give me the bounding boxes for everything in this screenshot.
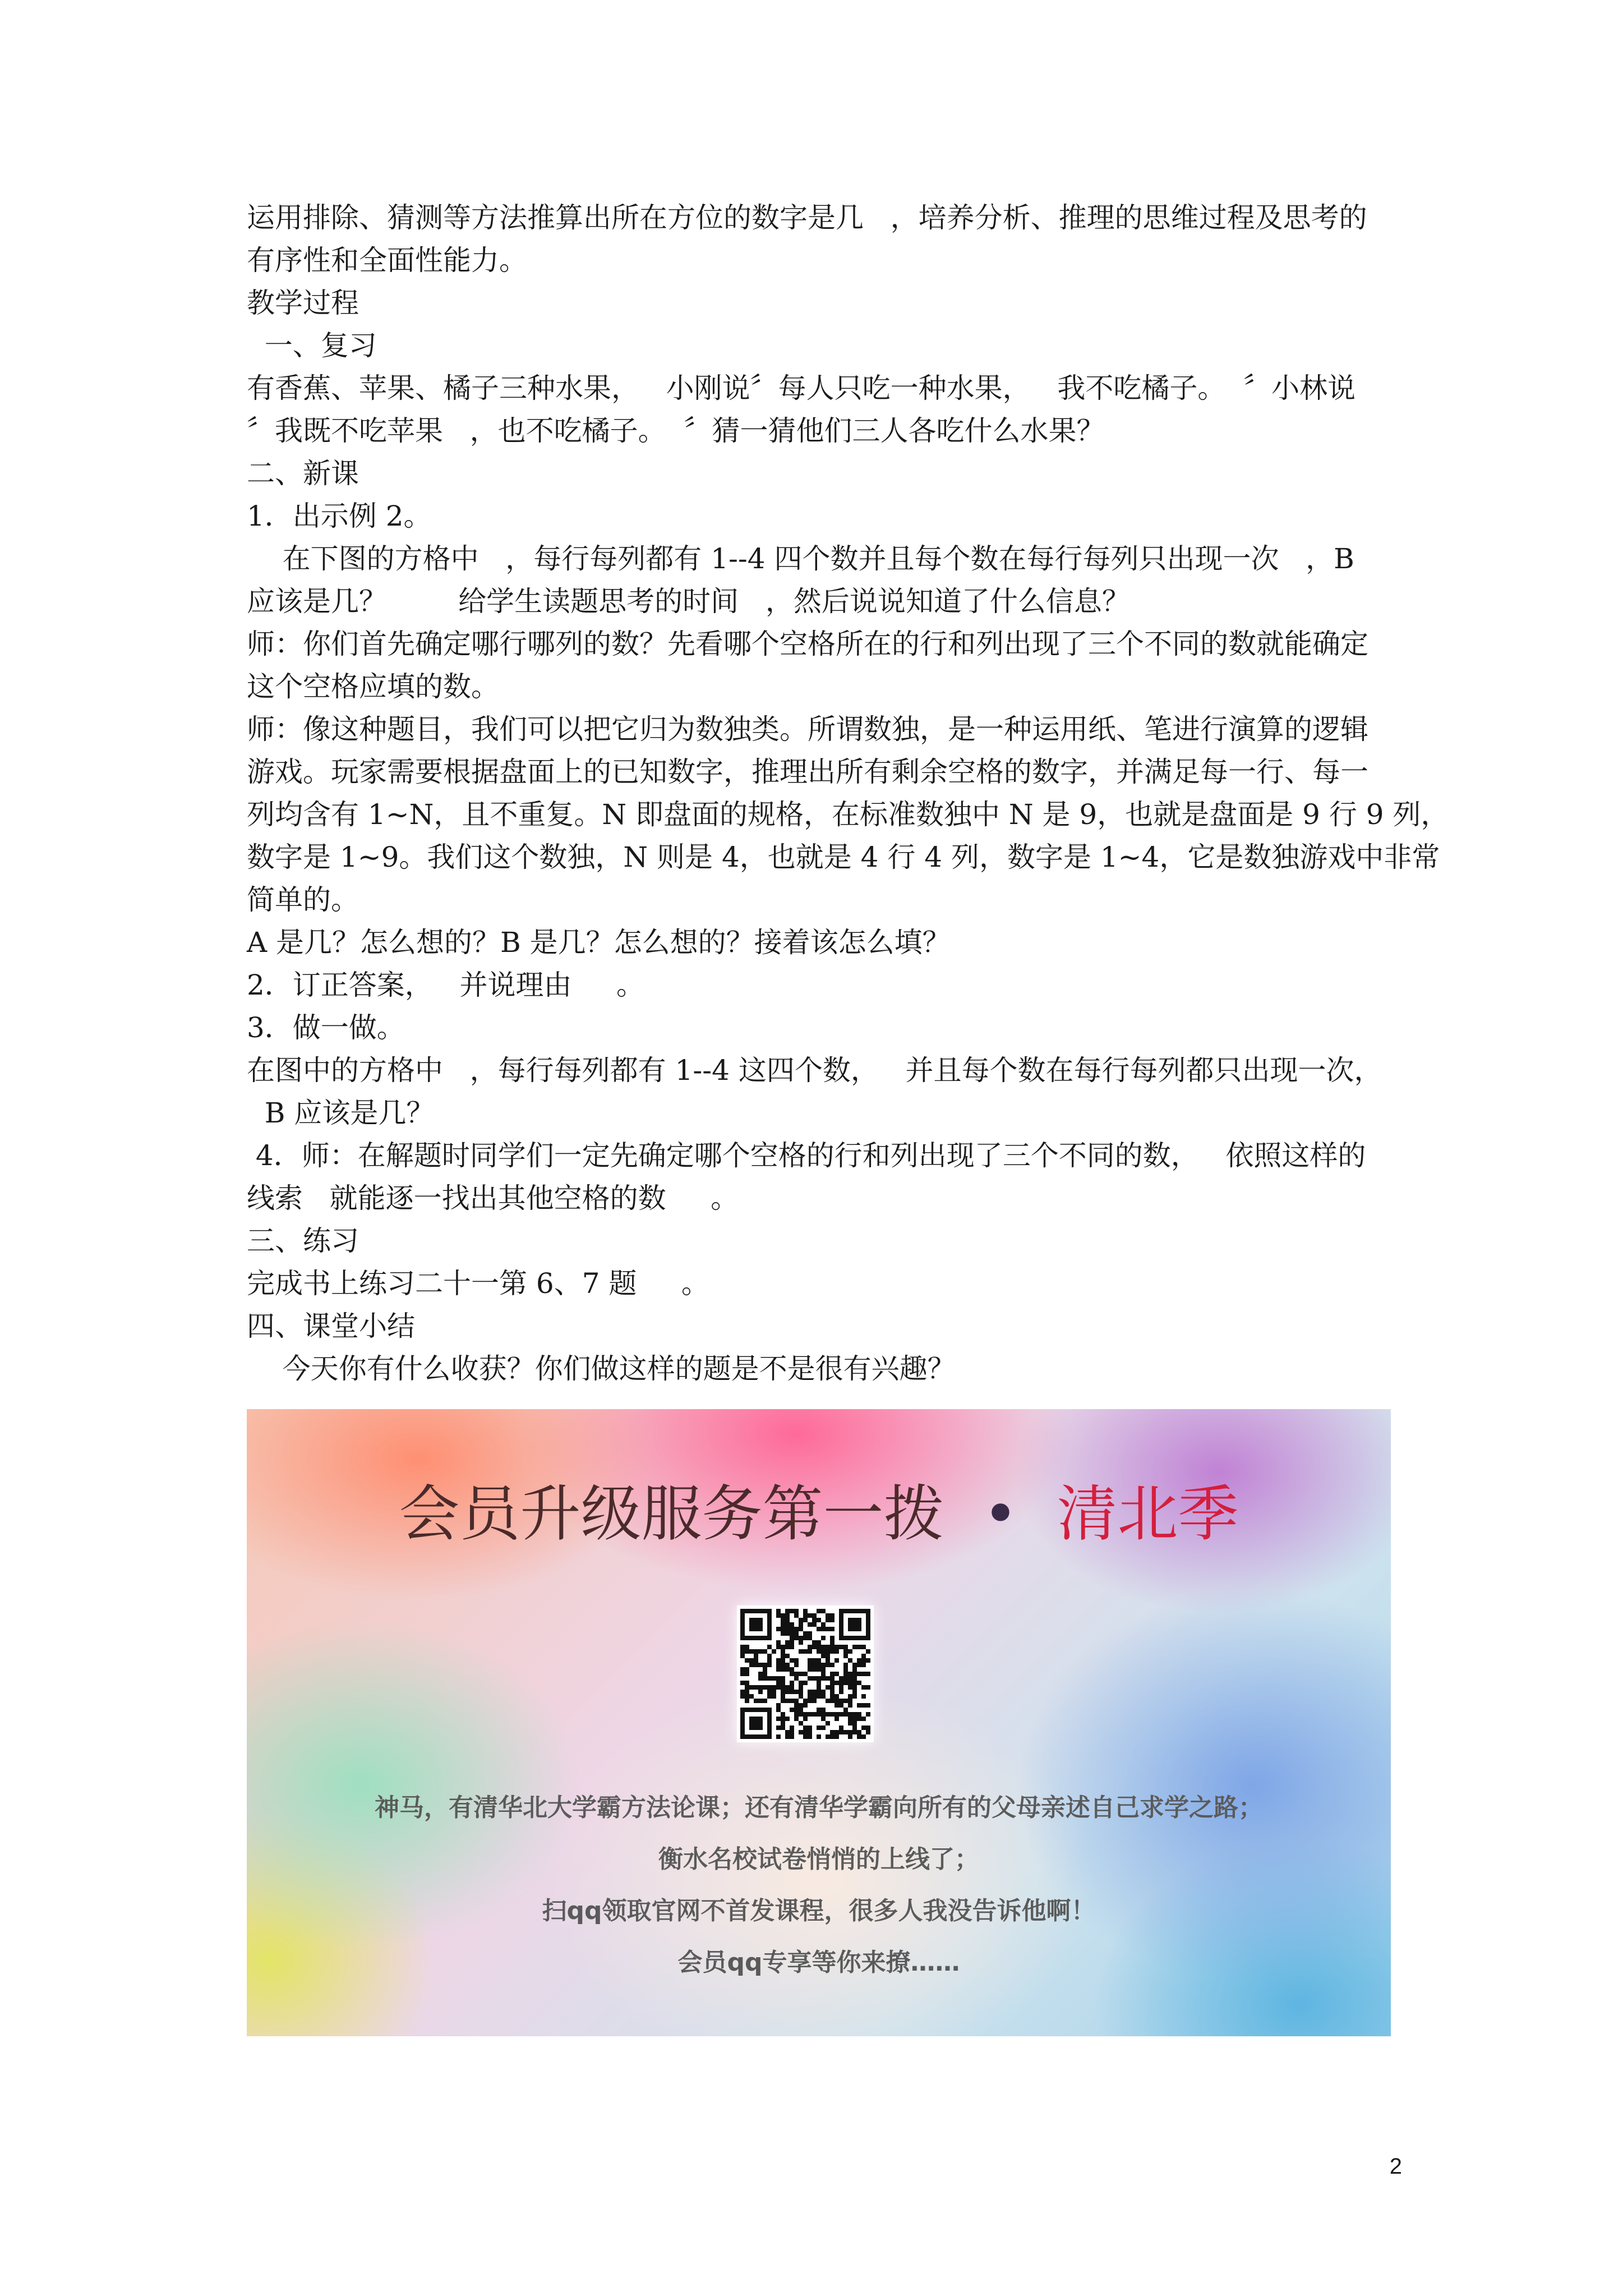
text-line: 今天你有什么收获？你们做这样的题是不是很有兴趣？ bbox=[247, 1352, 956, 1385]
text-line: 师：像这种题目，我们可以把它归为数独类。所谓数独，是一种运用纸、笔进行演算的逻辑 bbox=[247, 713, 1368, 746]
qr-code-icon[interactable] bbox=[737, 1605, 874, 1742]
text-line: 一、复习 bbox=[247, 329, 377, 362]
page-number: 2 bbox=[1389, 2154, 1402, 2179]
text-line: 在图中的方格中 ，每行每列都有 1--4 这四个数， 并且每个数在每行每列都只出现一次， bbox=[247, 1054, 1382, 1087]
text-line: 有香蕉、苹果、橘子三种水果， 小刚说〞每人只吃一种水果， 我不吃橘子。 〞小林说 bbox=[247, 372, 1356, 404]
lesson-body-text bbox=[247, 196, 1449, 1390]
text-line: A 是几？怎么想的？B 是几？怎么想的？接着该怎么填？ bbox=[247, 926, 951, 959]
promo-line: 扫qq领取官网不首发课程，很多人我没告诉他啊！ bbox=[542, 1897, 1096, 1925]
text-line: 线索 就能逐一找出其他空格的数 。 bbox=[247, 1182, 739, 1214]
text-line: 应该是几？ 给学生读题思考的时间 ，然后说说知道了什么信息？ bbox=[247, 585, 1130, 618]
text-line: 2．订正答案， 并说理由 。 bbox=[247, 969, 644, 1001]
text-line: 简单的。 bbox=[247, 884, 359, 916]
text-line: 3．做一做。 bbox=[247, 1011, 405, 1044]
text-line: 游戏。玩家需要根据盘面上的已知数字，推理出所有剩余空格的数字，并满足每一行、每一 bbox=[247, 756, 1368, 788]
text-line: 在下图的方格中 ，每行每列都有 1--4 四个数并且每个数在每行每列只出现一次 ，B bbox=[247, 542, 1354, 575]
promo-title bbox=[247, 1475, 1391, 1554]
promo-title-main: 会员升级服务第一拨 bbox=[399, 1479, 944, 1549]
text-line: 1．出示例 2。 bbox=[247, 500, 432, 532]
text-line: 4．师：在解题时同学们一定先确定哪个空格的行和列出现了三个不同的数， 依照这样的 bbox=[247, 1139, 1366, 1172]
text-line: 二、新课 bbox=[247, 457, 359, 490]
text-line: 数字是 1~9。我们这个数独，N 则是 4，也就是 4 行 4 列，数字是 1~4，它是数独游戏中非常 bbox=[247, 841, 1440, 873]
promo-title-separator: • bbox=[944, 1479, 1057, 1549]
text-line: 〞我既不吃苹果 ，也不吃橘子。 〞猜一猜他们三人各吃什么水果？ bbox=[247, 415, 1105, 447]
text-line: 三、练习 bbox=[247, 1225, 359, 1257]
text-line: B 应该是几？ bbox=[247, 1097, 435, 1129]
text-line: 运用排除、猜测等方法推算出所在方位的数字是几 ，培养分析、推理的思维过程及思考的 bbox=[247, 201, 1367, 234]
text-line: 完成书上练习二十一第 6、7 题 。 bbox=[247, 1267, 709, 1300]
promo-title-highlight: 清北季 bbox=[1057, 1479, 1239, 1549]
text-line: 四、课堂小结 bbox=[247, 1310, 415, 1342]
text-line: 教学过程 bbox=[247, 287, 359, 319]
text-line: 列均含有 1~N，且不重复。N 即盘面的规格，在标准数独中 N 是 9，也就是盘面是 9 行 9 列， bbox=[247, 798, 1449, 831]
text-line: 这个空格应填的数。 bbox=[247, 670, 499, 703]
promo-line: 衡水名校试卷悄悄的上线了； bbox=[658, 1845, 979, 1874]
promo-line: 会员qq专享等你来撩…… bbox=[677, 1948, 960, 1977]
promo-line: 神马，有清华北大学霸方法论课；还有清华学霸向所有的父母亲述自己求学之路； bbox=[375, 1793, 1263, 1822]
promo-banner[interactable] bbox=[247, 1409, 1391, 2036]
text-line: 有序性和全面性能力。 bbox=[247, 244, 527, 277]
promo-text bbox=[247, 1782, 1391, 1989]
text-line: 师：你们首先确定哪行哪列的数？先看哪个空格所在的行和列出现了三个不同的数就能确定 bbox=[247, 628, 1368, 660]
